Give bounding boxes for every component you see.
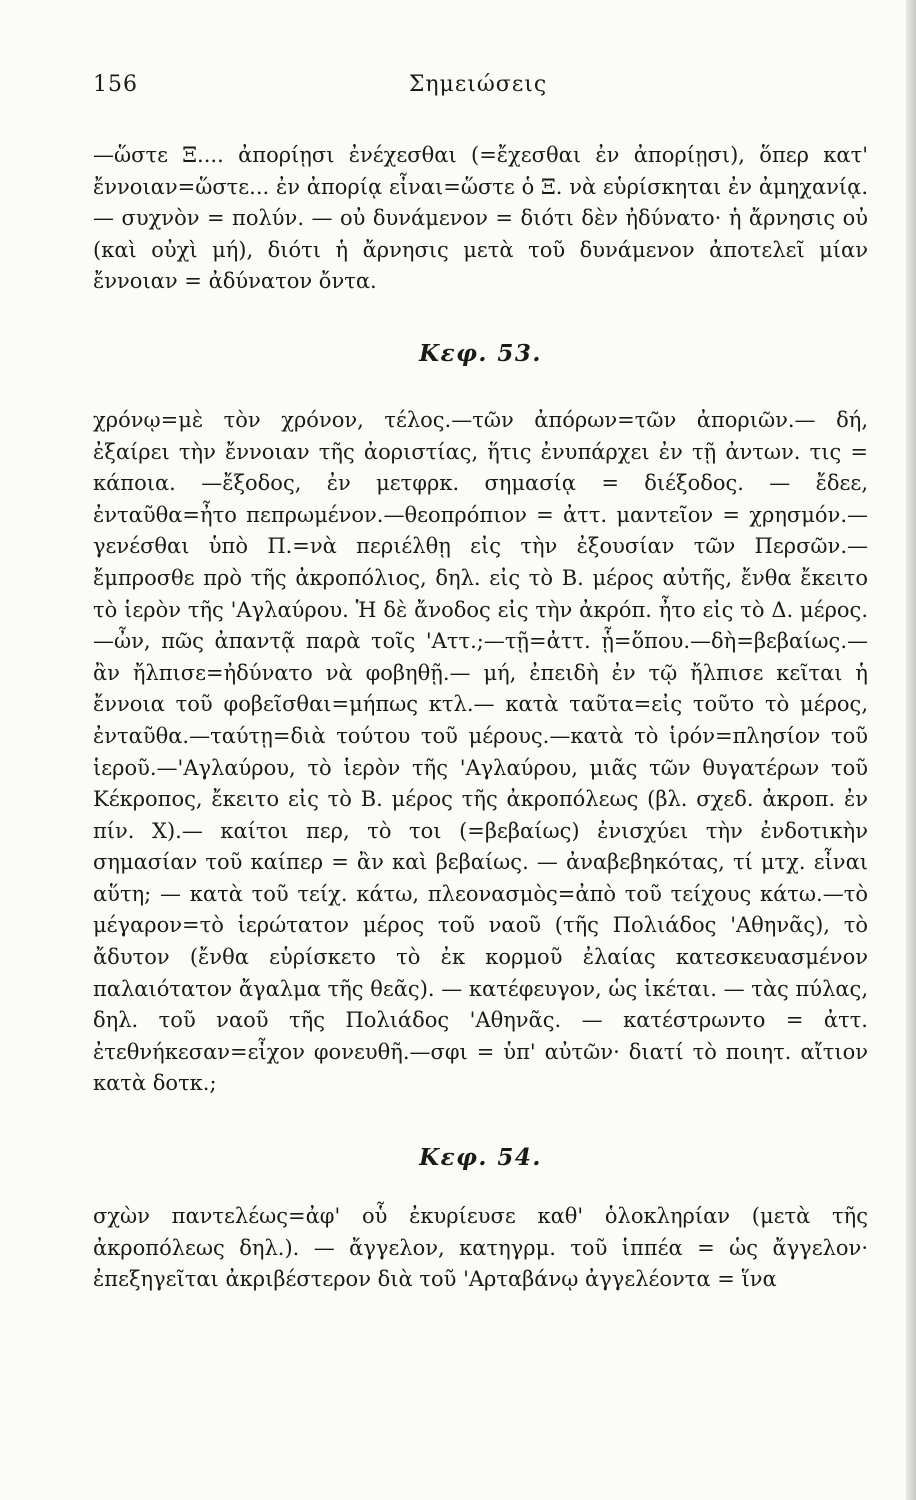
chapter-heading-53: Κεφ. 53. [419,339,542,367]
chapter-54-notes: σχὼν παντελέως=ἀφ' οὗ ἐκυρίευσε καθ' ὁλοκληρίαν (μετὰ τῆς ἀκροπόλεως δηλ.). — ἄγγελον, κατηγρμ. τοῦ ἱππέα = ὡς ἄγγελον· ἐπεξηγεῖται ἀκριβέστερον διὰ τοῦ 'Αρταβάνῳ ἀγγελέοντα = ἵνα [93,1204,868,1292]
page-number: 156 [93,72,138,97]
page-edge-shadow [906,0,916,1500]
running-title: Σημειώσεις [408,72,548,97]
chapter-heading-54: Κεφ. 54. [419,1144,542,1172]
intro-paragraph: —ὥστε Ξ.... ἀπορίῃσι ἐνέχεσθαι (=ἔχεσθαι ἐν ἀπορίῃσι), ὅπερ κατ' ἔννοιαν=ὥστε... ἐν ἀπορίᾳ εἶναι=ὥστε ὁ Ξ. νὰ εὑρίσκηται ἐν ἀμηχανίᾳ. — συχνὸν = πολύν. — οὐ δυνάμενον = διότι δὲν ἠδύνατο· ἡ ἄρνησις οὐ (καὶ οὐχὶ μή), διότι ἡ ἄρνησις μετὰ τοῦ δυνάμενον ἀποτελεῖ μίαν ἔννοιαν = ἀδύνατον ὄντα. [93,143,868,294]
chapter-53-notes: χρόνῳ=μὲ τὸν χρόνον, τέλος.—τῶν ἀπόρων=τῶν ἀποριῶν.— δή, ἐξαίρει τὴν ἔννοιαν τῆς ἀοριστίας, ἥτις ἐνυπάρχει ἐν τῇ ἀντων. τις = κάποια. —ἔξοδος, ἐν μετφρκ. σημασίᾳ = διέξοδος. — ἔδεε, ἐνταῦθα=ἦτο πεπρωμένον.—θεοπρόπιον = ἀττ. μαντεῖον = χρησμόν.—γενέσθαι ὑπὸ Π.=νὰ περιέλθῃ εἰς τὴν ἐξουσίαν τῶν Περσῶν.—ἔμπροσθε πρὸ τῆς ἀκροπόλιος, δηλ. εἰς τὸ Β. μέρος αὐτῆς, ἔνθα ἔκειτο τὸ ἱερὸν τῆς 'Αγλαύρου. Ἡ δὲ ἄνοδος εἰς τὴν ἀκρόπ. ἦτο εἰς τὸ Δ. μέρος.—ὦν, πῶς ἀπαντᾷ παρὰ τοῖς 'Αττ.;—τῇ=ἀττ. ᾗ=ὅπου.—δὴ=βεβαίως.—ἂν ἤλπισε=ἠδύνατο νὰ φοβηθῇ.— μή, ἐπειδὴ ἐν τῷ ἤλπισε κεῖται ἡ ἔννοια τοῦ φοβεῖσθαι=μήπως κτλ.— κατὰ ταῦτα=εἰς τοῦτο τὸ μέρος, ἐνταῦθα.—ταύτῃ=διὰ τούτου τοῦ μέρους.—κατὰ τὸ ἱρόν=πλησίον τοῦ ἱεροῦ.—'Αγλαύρου, τὸ ἱερὸν τῆς 'Αγλαύρου, μιᾶς τῶν θυγατέρων τοῦ Κέκροπος, ἔκειτο εἰς τὸ Β. μέρος τῆς ἀκροπόλεως (βλ. σχεδ. ἀκροπ. ἐν πίν. Χ).— καίτοι περ, τὸ τοι (=βεβαίως) ἐνισχύει τὴν ἐνδοτικὴν σημασίαν τοῦ καίπερ = ἂν καὶ βεβαίως. — ἀναβεβηκότας, τί μτχ. εἶναι αὕτη; — κατὰ τοῦ τείχ. κάτω, πλεονασμὸς=ἀπὸ τοῦ τείχους κάτω.—τὸ μέγαρον=τὸ ἱερώτατον μέρος τοῦ ναοῦ (τῆς Πολιάδος 'Αθηνᾶς), τὸ ἄδυτον (ἔνθα εὑρίσκετο τὸ ἐκ κορμοῦ ἐλαίας κατεσκευασμένον παλαιότατον ἄγαλμα τῆς θεᾶς). — κατέφευγον, ὡς ἱκέται. — τὰς πύλας, δηλ. τοῦ ναοῦ τῆς Πολιάδος 'Αθηνᾶς. — κατέστρωντο = ἀττ. ἐτεθνήκεσαν=εἶχον φονευθῆ.—σφι = ὑπ' αὐτῶν· διατί τὸ ποιητ. αἴτιον κατὰ δοτκ.; [93,407,868,1096]
commentary-text [93,140,868,1296]
page-header [93,72,863,112]
